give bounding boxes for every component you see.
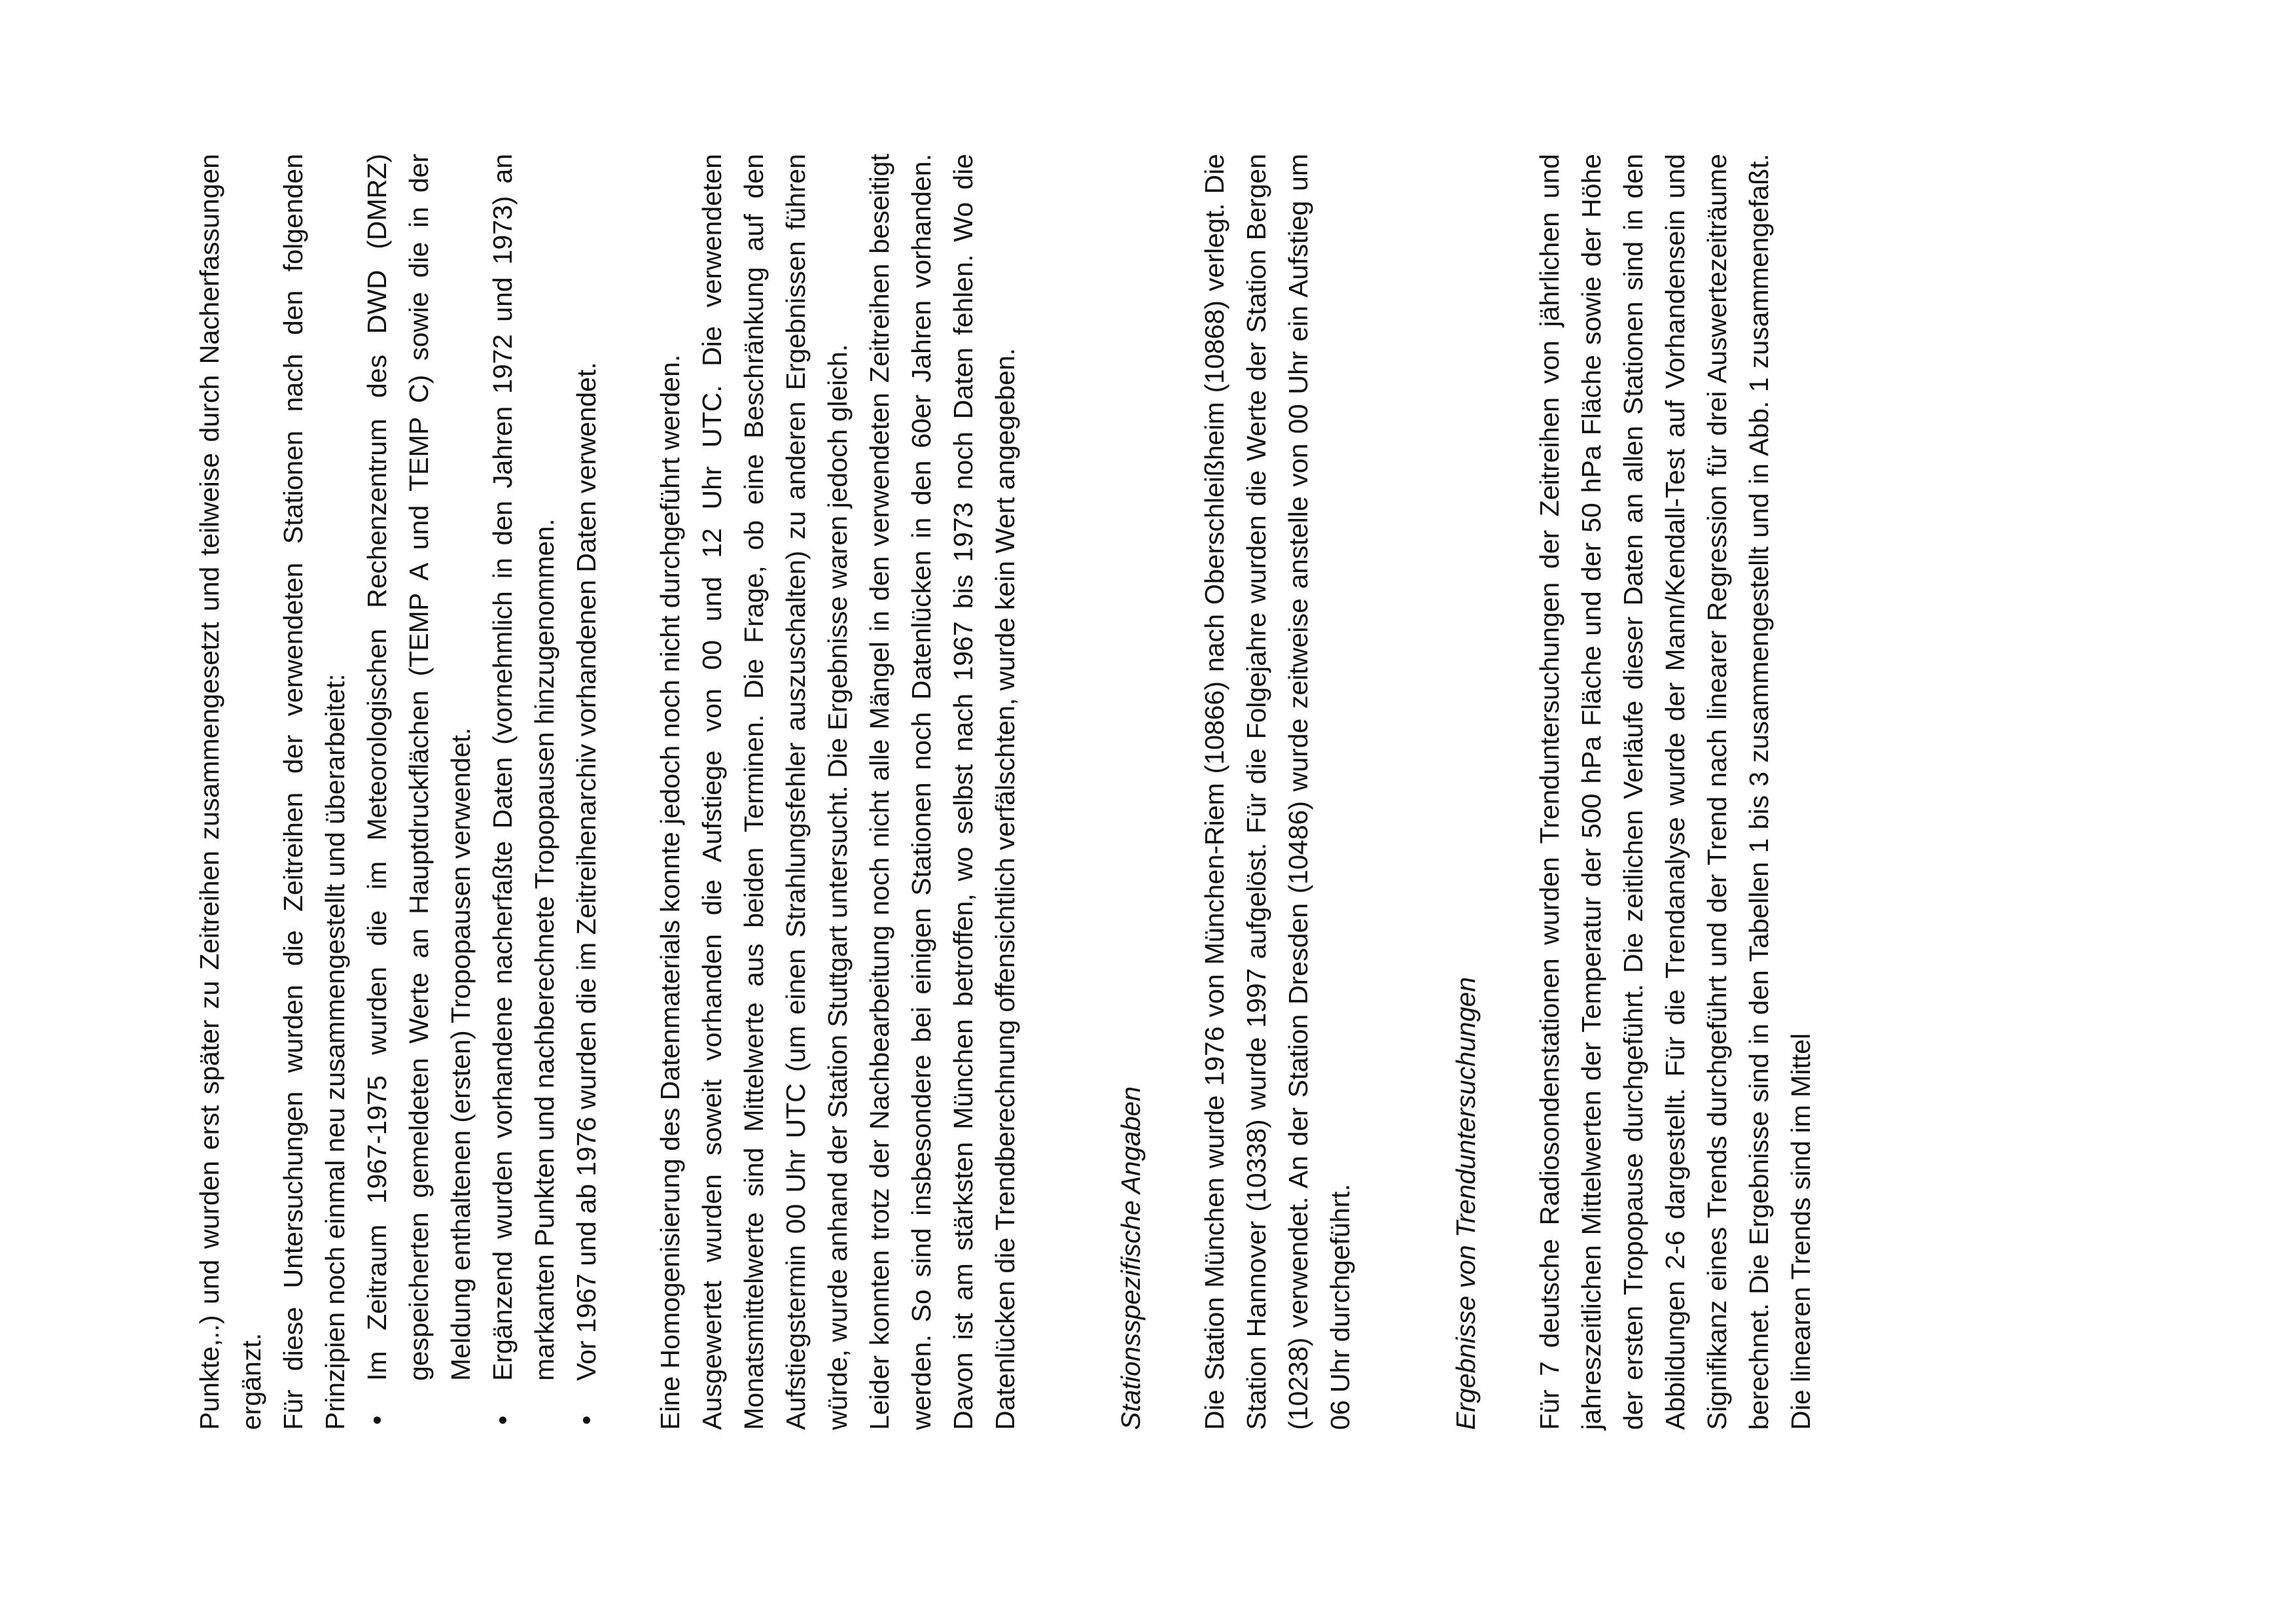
paragraph-spacer: [1026, 154, 1068, 1430]
principles-list-item-text: Ergänzend wurden vorhandene nacherfaßte Daten (vornehmlich in den Jahren 1972 und 1973) an markanten Punkten und nachberechnete Tropopausen hinzugenommen.: [487, 154, 559, 1381]
paragraph-spacer: [1068, 154, 1110, 1430]
principles-list-item: [482, 154, 565, 1430]
paragraph-spacer: [1403, 154, 1445, 1430]
section-heading-station-specific: Stationsspezifische Angaben: [1116, 1086, 1146, 1430]
intro-paragraph-2: Für diese Untersuchungen wurden die Zeitreihen der verwendeten Stationen nach den folgenden Prinzipien noch einmal neu zusammengestellt und überarbeitet:: [278, 154, 350, 1430]
intro-paragraph-1: Punkte,..) und wurden erst später zu Zeitreihen zusammengesetzt und teilweise durch Nacherfassungen ergänzt.: [194, 154, 266, 1430]
principles-list-item: [356, 154, 482, 1430]
bullet-icon: •: [362, 1415, 392, 1425]
document-body: [188, 154, 1822, 1430]
evaluation-paragraph: Ausgewertet wurden soweit vorhanden die Aufstiege von 00 und 12 Uhr UTC. Die verwendeten Monatsmittelwerte sind Mittelwerte aus beiden Terminen. Die Frage, ob eine Beschränkung auf den Aufstiegstermin 00 Uhr UTC (um einen Strahlungsfehler auszuschalten) zu anderen Ergebnissen führen würde, wurde anhand der Station Stuttgart untersucht. Die Ergebnisse waren jedoch gleich.: [697, 154, 853, 1430]
paragraph-spacer: [1487, 154, 1528, 1430]
principles-list-item: [565, 154, 607, 1430]
bullet-icon: •: [487, 1415, 518, 1425]
paragraph-spacer: [607, 154, 649, 1430]
section-heading-trend-results: Ergebnisse von Trenduntersuchungen: [1451, 976, 1481, 1430]
station-specific-paragraph: Die Station München wurde 1976 von München-Riem (10866) nach Oberschleißheim (10868) verlegt. Die Station Hannover (10338) wurde 1997 aufgelöst. Für die Folgejahre wurden die Werte der Station Bergen (10238) verwendet. An der Station Dresden (10486) wurde zeitweise anstelle von 00 Uhr ein Aufstieg um 06 Uhr durchgeführt.: [1199, 154, 1355, 1430]
data-gaps-paragraph: Leider konnten trotz der Nachbearbeitung noch nicht alle Mängel in den verwendeten Zeitreihen beseitigt werden. So sind insbesondere bei einigen Stationen noch Datenlücken in den 60er Jahren vorhanden. Davon ist am stärksten München betroffen, wo selbst nach 1967 bis 1973 noch Daten fehlen. Wo die Datenlücken die Trendberechnung offensichtlich verfälschten, wurde kein Wert angegeben.: [864, 154, 1020, 1430]
principles-list-item-text: Vor 1967 und ab 1976 wurden die im Zeitreihenarchiv vorhandenen Daten verwendet.: [571, 362, 601, 1381]
paragraph-spacer: [1361, 154, 1403, 1430]
bullet-icon: •: [571, 1415, 601, 1425]
homogenization-paragraph: Eine Homogenisierung des Datenmaterials konnte jedoch noch nicht durchgeführt werden.: [655, 354, 685, 1430]
principles-list-item-text: Im Zeitraum 1967-1975 wurden die im Meteorologischen Rechenzentrum des DWD (DMRZ) gespeicherten gemeldeten Werte an Hauptdruckflächen (TEMP A und TEMP C) sowie die in der Meldung enthaltenen (ersten) Tropopausen verwendet.: [362, 154, 476, 1381]
paragraph-spacer: [1152, 154, 1193, 1430]
principles-list: [356, 154, 607, 1430]
trend-results-paragraph: Für 7 deutsche Radiosondenstationen wurden Trenduntersuchungen der Zeitreihen von jährlichen und jahreszeitlichen Mittelwerten der Temperatur der 500 hPa Fläche und der 50 hPa Fläche sowie der Höhe der ersten Tropopause durchgeführt. Die zeitlichen Verläufe dieser Daten an allen Stationen sind in den Abbildungen 2-6 dargestellt. Für die Trendanalyse wurde der Mann/Kendall-Test auf Vorhandensein und Signifikanz eines Trends durchgeführt und der Trend nach linearer Regression für drei Auswertezeiträume berechnet. Die Ergebnisse sind in den Tabellen 1 bis 3 zusammengestellt und in Abb. 1 zusammengefaßt. Die linearen Trends sind im Mittel: [1534, 154, 1816, 1430]
